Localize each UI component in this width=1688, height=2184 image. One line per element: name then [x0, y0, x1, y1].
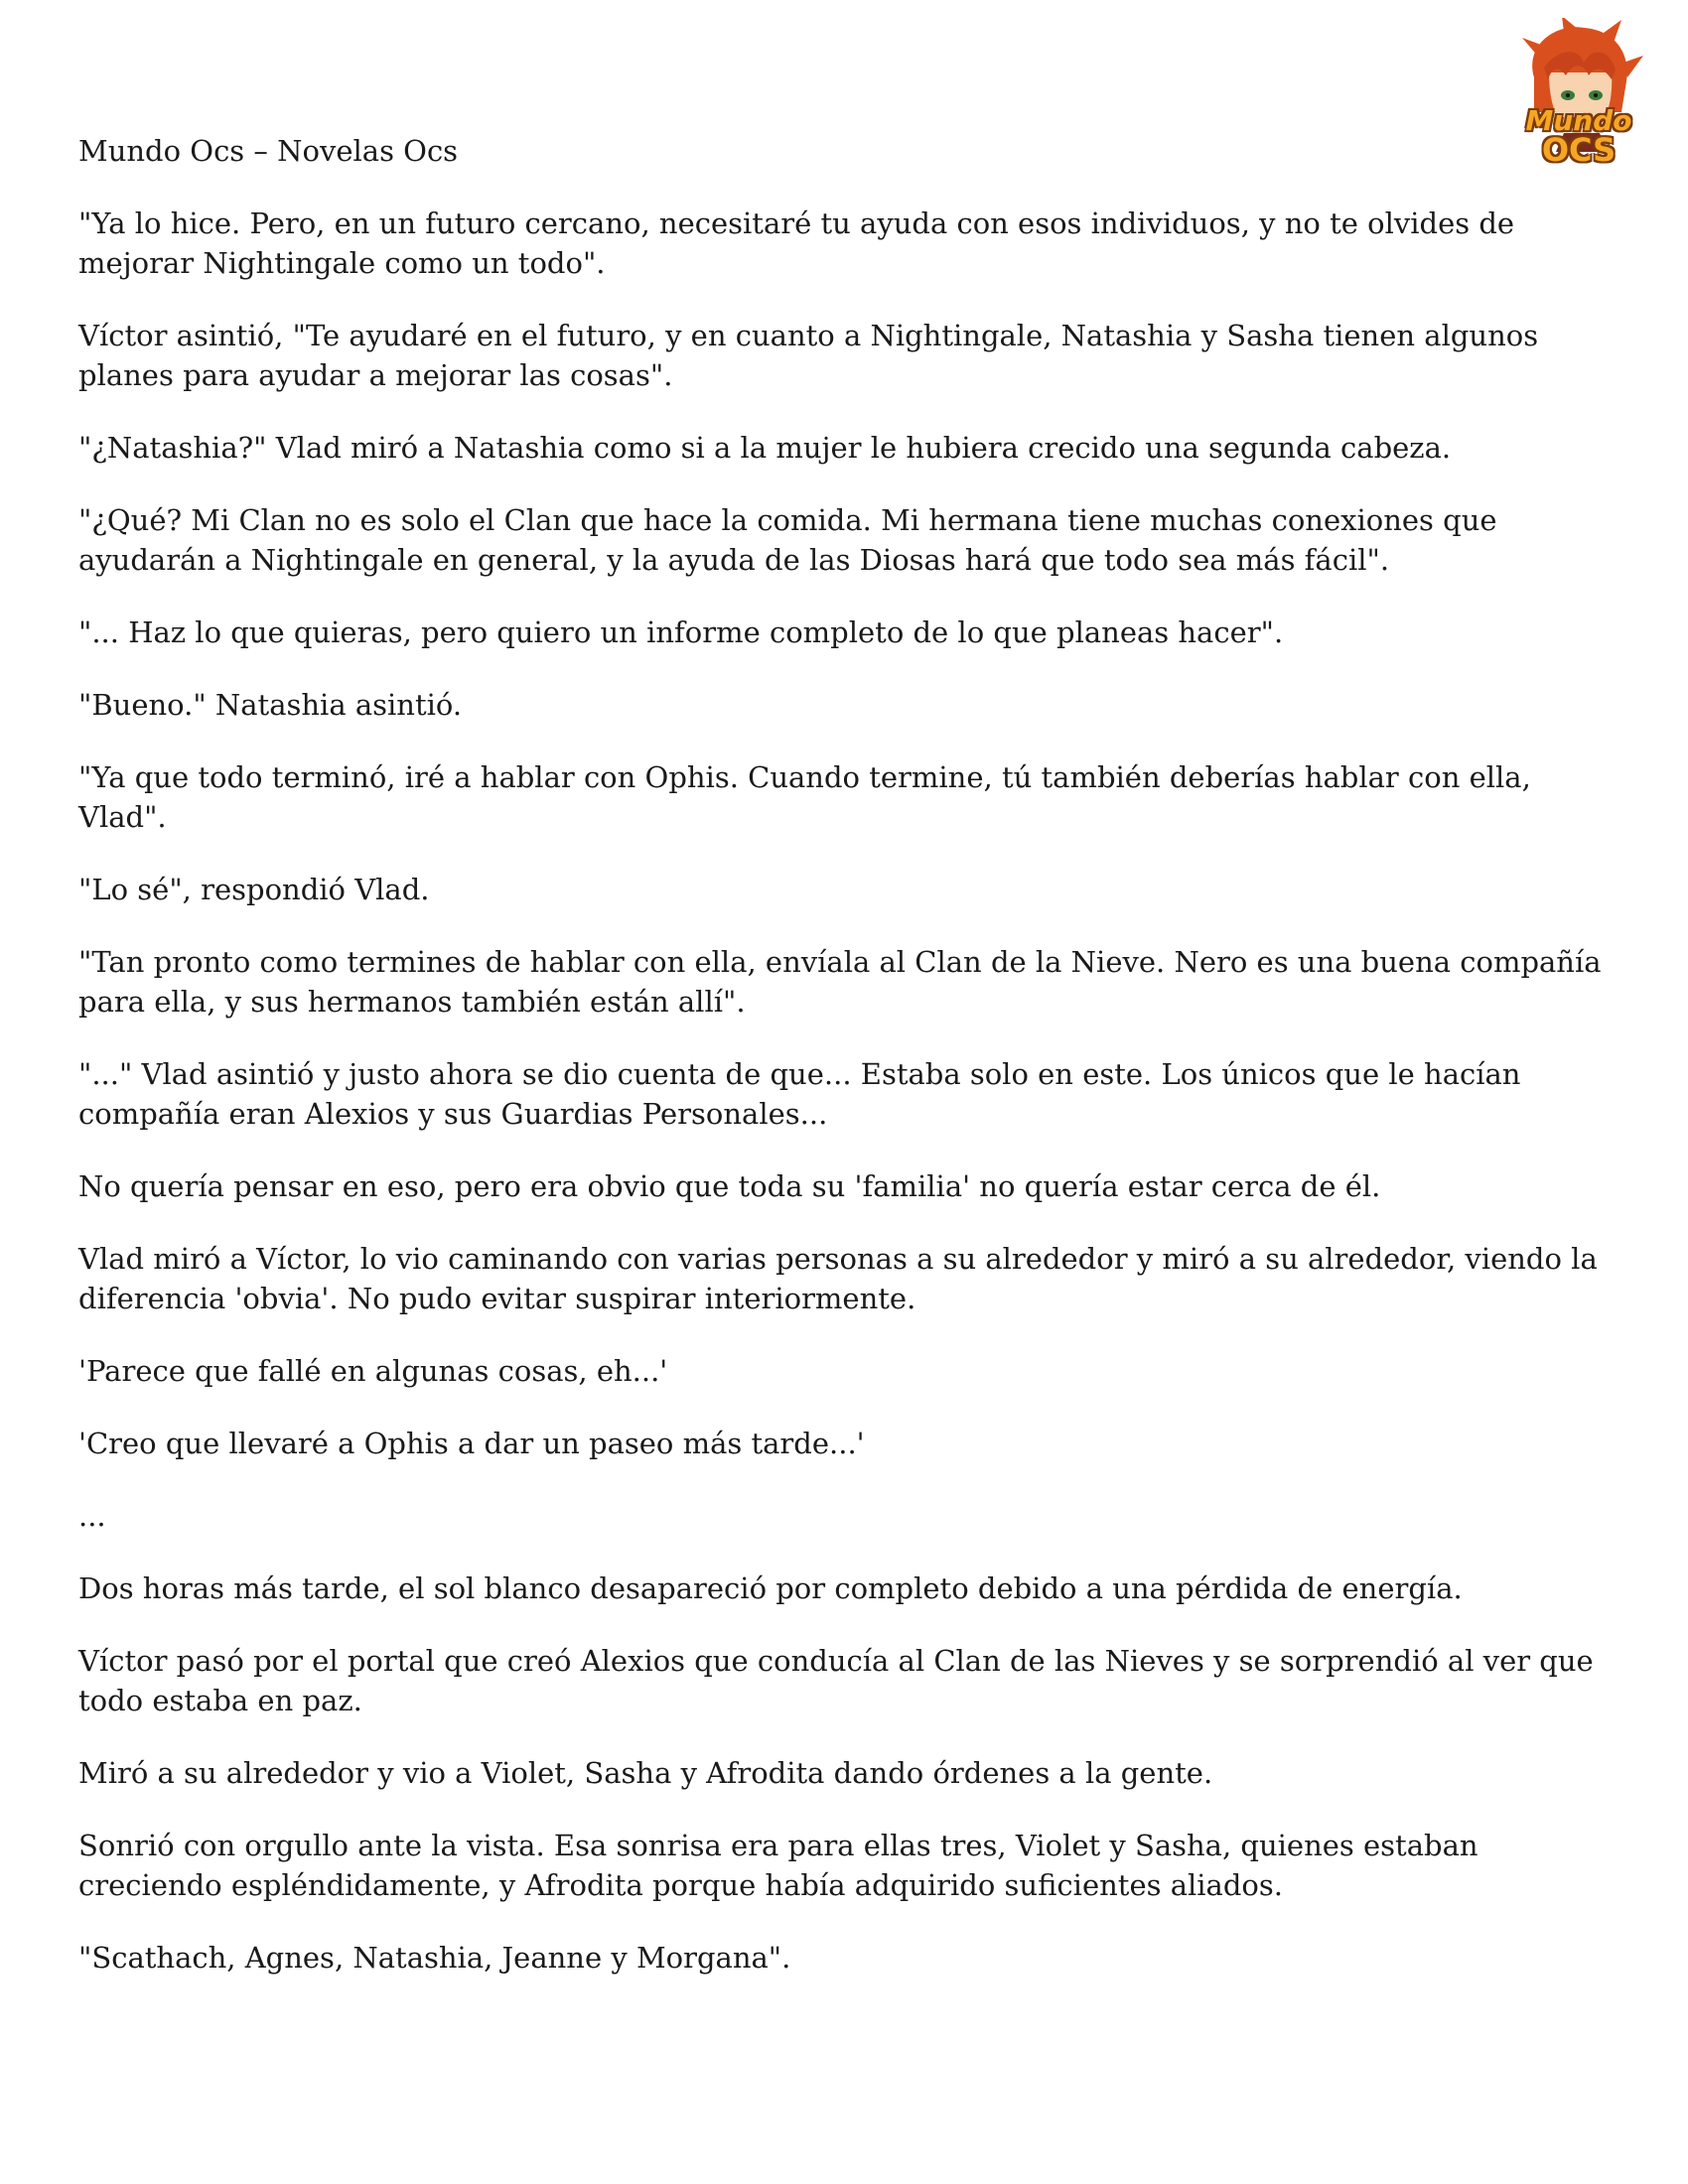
paragraph: Dos horas más tarde, el sol blanco desapareció por completo debido a una pérdida de energía.	[78, 1571, 1463, 1605]
paragraph: "Lo sé", respondió Vlad.	[78, 873, 430, 906]
logo-text	[1499, 104, 1658, 169]
paragraph: 'Creo que llevaré a Ophis a dar un paseo más tarde...'	[78, 1427, 865, 1460]
paragraph: Víctor asintió, "Te ayudaré en el futuro, y en cuanto a Nightingale, Natashia y Sasha tienen algunos planes para ayudar a mejorar las cosas".	[78, 319, 1539, 392]
scene-break: ...	[78, 1499, 106, 1533]
paragraph: 'Parece que fallé en algunas cosas, eh...'	[78, 1354, 668, 1388]
paragraph: "Ya que todo terminó, iré a hablar con Ophis. Cuando termine, tú también deberías hablar con ella, Vlad".	[78, 760, 1531, 834]
paragraph: "Ya lo hice. Pero, en un futuro cercano, necesitaré tu ayuda con esos individuos, y no te olvides de mejorar Nightingale como un todo".	[78, 206, 1515, 280]
paragraph: "... Haz lo que quieras, pero quiero un informe completo de lo que planeas hacer".	[78, 615, 1284, 649]
paragraph: Miró a su alrededor y vio a Violet, Sasha y Afrodita dando órdenes a la gente.	[78, 1756, 1213, 1790]
paragraph: Víctor pasó por el portal que creó Alexios que conducía al Clan de las Nieves y se sorprendió al ver que todo estaba en paz.	[78, 1644, 1594, 1717]
paragraph: No quería pensar en eso, pero era obvio que toda su 'familia' no quería estar cerca de él.	[78, 1169, 1381, 1203]
paragraph: "Bueno." Natashia asintió.	[78, 688, 463, 722]
paragraph: Vlad miró a Víctor, lo vio caminando con varias personas a su alrededor y miró a su alrededor, viendo la diferencia 'obvia'. No pudo evitar suspirar interiormente.	[78, 1242, 1598, 1315]
paragraph: "Tan pronto como termines de hablar con ella, envíala al Clan de la Nieve. Nero es una buena compañía para ella, y sus hermanos también están allí".	[78, 945, 1602, 1019]
paragraph: "¿Natashia?" Vlad miró a Natashia como si a la mujer le hubiera crecido una segunda cabeza.	[78, 431, 1452, 465]
page-header: Mundo Ocs – Novelas Ocs	[78, 134, 459, 168]
paragraph: "¿Qué? Mi Clan no es solo el Clan que hace la comida. Mi hermana tiene muchas conexiones que ayudarán a Nightingale en general, y la ayuda de las Diosas hará que todo sea más fácil".	[78, 503, 1497, 577]
paragraph: Sonrió con orgullo ante la vista. Esa sonrisa era para ellas tres, Violet y Sasha, quienes estaban creciendo espléndidamente, y Afrodita porque había adquirido suficientes aliados.	[78, 1829, 1478, 1902]
novel-body	[78, 204, 1613, 2010]
logo-text-line1: Mundo	[1525, 104, 1632, 137]
logo-text-line2: OCS	[1541, 131, 1617, 169]
paragraph: "Scathach, Agnes, Natashia, Jeanne y Morgana".	[78, 1941, 791, 1975]
paragraph: "..." Vlad asintió y justo ahora se dio cuenta de que... Estaba solo en este. Los únicos que le hacían compañía eran Alexios y sus Guardias Personales...	[78, 1057, 1521, 1131]
